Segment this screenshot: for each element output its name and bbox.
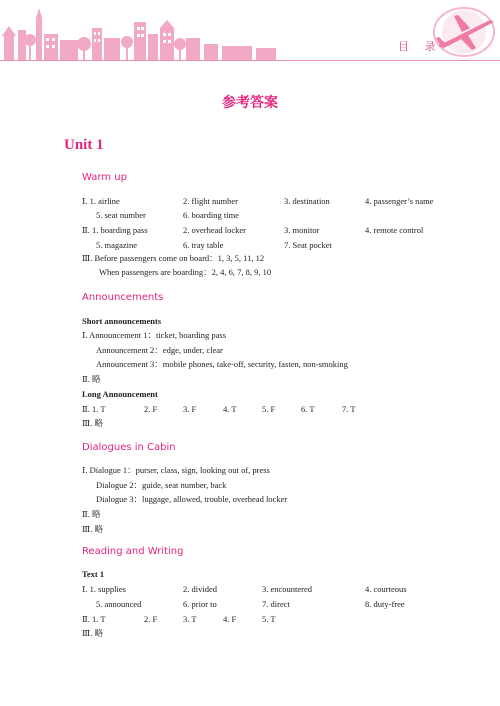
- answer-item: 7. Seat pocket: [284, 240, 332, 250]
- answer-line: Dialogue 3：luggage, allowed, trouble, overhead locker: [96, 494, 288, 504]
- answer-line: Ⅱ. 略: [82, 509, 101, 519]
- answer-item: 2. flight number: [183, 196, 239, 206]
- answer-line: Ⅲ. 略: [82, 628, 103, 638]
- answer-item: 4. passenger’s name: [365, 196, 434, 206]
- section-heading-dialogues: Dialogues in Cabin: [82, 442, 176, 453]
- answer-item: 2. divided: [183, 584, 217, 594]
- unit-title: Unit 1: [64, 137, 104, 153]
- answer-item: Ⅱ. 1. boarding pass: [82, 225, 148, 235]
- answer-item: 4. courteous: [365, 584, 407, 594]
- answer-item: 5. magazine: [96, 240, 138, 250]
- answer-item: 2. F: [144, 404, 158, 414]
- answer-item: 2. F: [144, 614, 158, 624]
- section-heading-warm-up: Warm up: [82, 172, 127, 183]
- answer-item: Ⅱ. 1. T: [82, 404, 106, 414]
- answer-item: 6. T: [301, 404, 315, 414]
- answer-line: Ⅲ. 略: [82, 418, 103, 428]
- section-heading-reading-writing: Reading and Writing: [82, 546, 184, 557]
- answer-item: 6. boarding time: [183, 210, 239, 220]
- answer-item: 3. T: [183, 614, 197, 624]
- answer-line: Ⅰ. Announcement 1：ticket, boarding pass: [82, 330, 227, 340]
- answer-item: Ⅰ. 1. airline: [82, 196, 120, 206]
- header-divider: [0, 60, 500, 61]
- answer-line: When passengers are boarding：2, 4, 6, 7, 8, 9, 10: [99, 267, 272, 277]
- answer-line: Announcement 2：edge, under, clear: [96, 345, 223, 355]
- table-of-contents-link[interactable]: 目 录: [398, 40, 442, 53]
- section-heading-announcements: Announcements: [82, 292, 164, 303]
- answer-line: Ⅰ. Dialogue 1：purser, class, sign, looking out of, press: [82, 465, 270, 475]
- page-title: 参考答案: [222, 95, 278, 111]
- answer-line: Ⅲ. 略: [82, 524, 103, 534]
- answer-item: 4. remote control: [365, 225, 424, 235]
- answer-item: 7. direct: [262, 599, 290, 609]
- subsection-heading: Short announcements: [82, 316, 162, 326]
- answer-line: Dialogue 2：guide, seat number, back: [96, 480, 227, 490]
- answer-item: 4. F: [223, 614, 237, 624]
- answer-item: 5. T: [262, 614, 276, 624]
- answer-line: Ⅱ. 略: [82, 374, 101, 384]
- answer-item: Ⅱ. 1. T: [82, 614, 106, 624]
- answer-item: 3. destination: [284, 196, 330, 206]
- answer-item: 3. encountered: [262, 584, 313, 594]
- answer-item: 8. duty-free: [365, 599, 405, 609]
- subsection-heading: Text 1: [82, 569, 105, 579]
- subsection-heading: Long Announcement: [82, 389, 158, 399]
- city-skyline-decoration: [0, 0, 300, 62]
- answer-line: Ⅲ. Before passengers come on board：1, 3, 5, 11, 12: [82, 253, 265, 263]
- answer-item: 3. F: [183, 404, 197, 414]
- answer-item: Ⅰ. 1. supplies: [82, 584, 126, 594]
- answer-item: 7. T: [342, 404, 356, 414]
- answer-item: 5. seat number: [96, 210, 146, 220]
- answer-item: 2. overhead locker: [183, 225, 247, 235]
- answer-item: 5. announced: [96, 599, 142, 609]
- answer-item: 5. F: [262, 404, 276, 414]
- page-header: [0, 0, 500, 70]
- answer-item: 3. monitor: [284, 225, 320, 235]
- answer-line: Announcement 3：mobile phones, take-off, security, fasten, non-smoking: [96, 359, 348, 369]
- answer-item: 4. T: [223, 404, 237, 414]
- answer-item: 6. tray table: [183, 240, 224, 250]
- answer-item: 6. prior to: [183, 599, 217, 609]
